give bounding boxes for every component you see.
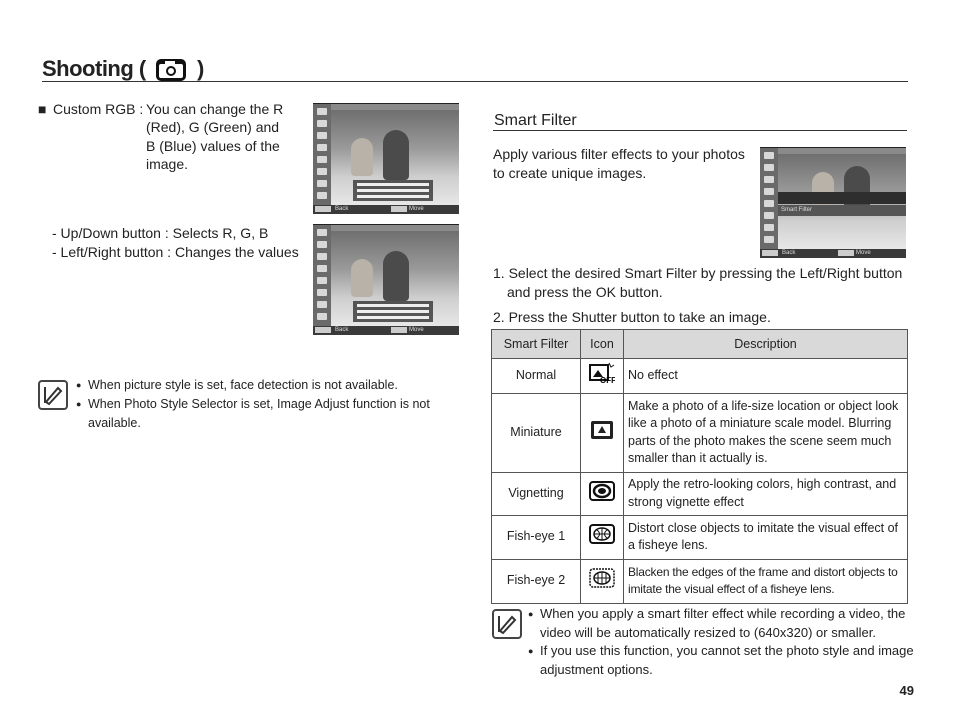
lcd-screenshot-rgb-1 [313, 103, 459, 214]
note-item-cont: available. [88, 416, 141, 430]
left-notes [88, 376, 458, 433]
table-header-row [492, 330, 908, 359]
note-item: ● If you use this function, you cannot set the photo style and image [540, 642, 915, 661]
header-icon: Icon [581, 330, 624, 359]
section-title-smart-filter: Smart Filter [494, 112, 577, 129]
lcd-menu-column [313, 104, 331, 206]
custom-rgb-desc-3: B (Blue) values of the [146, 138, 280, 154]
lcd-bottom-bar [760, 249, 906, 258]
filter-description: Make a photo of a life-size location or object look like a photo of a miniature scale model. Blurring parts of the photo makes the scene seem much smaller than it actually is. [624, 393, 908, 472]
note-pencil-icon [38, 380, 68, 410]
note-item: ● When you apply a smart filter effect while recording a video, the [540, 605, 915, 624]
filter-description: Distort close objects to imitate the visual effect of a fisheye lens. [624, 515, 908, 559]
custom-rgb-label: Custom RGB : [53, 101, 144, 117]
svg-text:OFF: OFF [600, 376, 615, 384]
note-item-cont: video will be automatically resized to (640x320) or smaller. [540, 624, 876, 640]
custom-rgb-desc-2: (Red), G (Green) and [146, 119, 280, 135]
title-prefix: Shooting ( [42, 56, 146, 81]
table-row [492, 393, 908, 472]
filter-name: Vignetting [492, 472, 581, 515]
updown-instruction: - Up/Down button : Selects R, G, B [52, 225, 269, 241]
page-title [42, 56, 204, 82]
header-smart-filter: Smart Filter [492, 330, 581, 359]
page-number: 49 [899, 683, 914, 698]
lcd-move-label: Move [856, 250, 871, 256]
lcd-move-label: Move [409, 206, 424, 212]
intro-line-1: Apply various filter effects to your photos [493, 146, 745, 162]
filter-description: No effect [624, 359, 908, 394]
filter-name: Normal [492, 359, 581, 394]
filter-description: Apply the retro-looking colors, high contrast, and strong vignette effect [624, 472, 908, 515]
lcd-move-label: Move [409, 327, 424, 333]
smart-filter-table [491, 329, 908, 604]
lcd-screenshot-smart-filter [760, 147, 906, 258]
filter-description: Blacken the edges of the frame and distort objects to imitate the visual effect of a fisheye lens. [624, 559, 908, 603]
step-1-line-1: 1. Select the desired Smart Filter by pressing the Left/Right button [493, 265, 903, 281]
custom-rgb-bullet: ■ [38, 101, 47, 117]
filter-name: Miniature [492, 393, 581, 472]
section-divider [493, 130, 907, 131]
step-1-line-2: and press the OK button. [507, 284, 663, 300]
lcd-bottom-bar [313, 326, 459, 335]
custom-rgb-desc-4: image. [146, 156, 189, 172]
lcd-smart-filter-label: Smart Filter [778, 205, 906, 216]
lcd-menu-column [313, 225, 331, 327]
vignetting-icon [581, 472, 624, 515]
table-row [492, 472, 908, 515]
lcd-menu-column [760, 148, 778, 250]
step-2: 2. Press the Shutter button to take an image. [493, 309, 771, 325]
note-item-cont: adjustment options. [540, 661, 653, 677]
filter-name: Fish-eye 2 [492, 559, 581, 603]
rgb-sliders [353, 180, 433, 201]
note-item: ● When Photo Style Selector is set, Image Adjust function is not [88, 395, 458, 414]
header-description: Description [624, 330, 908, 359]
lcd-back-label: Back [335, 206, 349, 212]
filter-name: Fish-eye 1 [492, 515, 581, 559]
fisheye2-icon [581, 559, 624, 603]
fisheye1-icon [581, 515, 624, 559]
lcd-back-label: Back [335, 327, 349, 333]
note-pencil-icon [492, 609, 522, 639]
note-item: ● When picture style is set, face detection is not available. [88, 376, 458, 395]
table-row [492, 559, 908, 603]
title-divider [42, 81, 908, 82]
lcd-screenshot-rgb-2 [313, 224, 459, 335]
camera-icon [155, 58, 187, 82]
lcd-back-label: Back [782, 250, 796, 256]
leftright-instruction: - Left/Right button : Changes the values [52, 244, 299, 260]
normal-off-icon [581, 359, 624, 394]
title-suffix: ) [197, 56, 204, 81]
filter-icons-strip [778, 192, 906, 204]
miniature-icon [581, 393, 624, 472]
custom-rgb-desc-1: You can change the R [146, 101, 284, 117]
table-row [492, 359, 908, 394]
intro-line-2: to create unique images. [493, 165, 647, 181]
lcd-bottom-bar [313, 205, 459, 214]
right-notes [540, 605, 915, 679]
rgb-sliders [353, 301, 433, 322]
table-row [492, 515, 908, 559]
